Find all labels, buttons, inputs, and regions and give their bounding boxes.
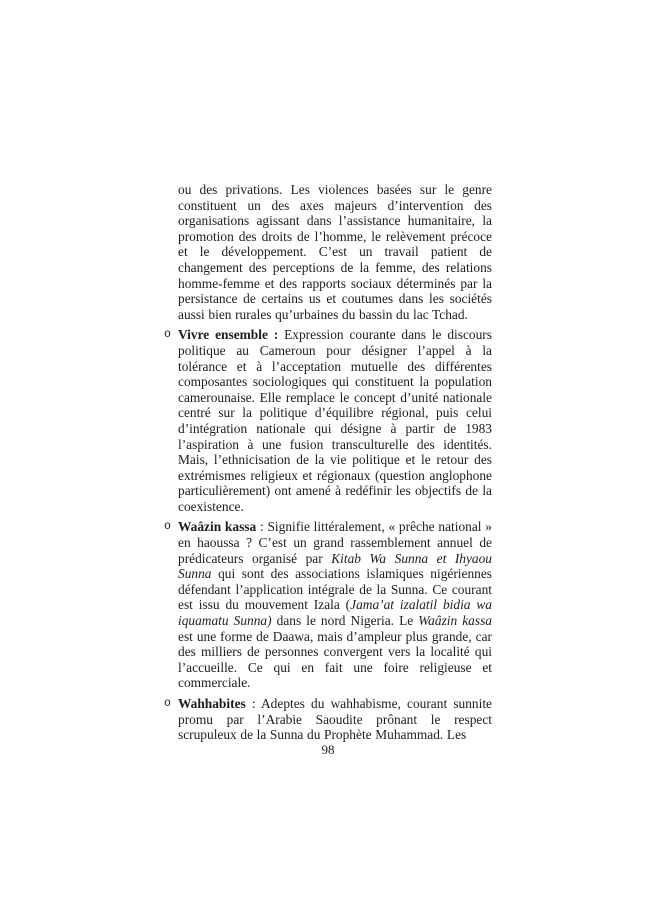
paragraph-text [178, 696, 492, 743]
bullet-o-icon: o [164, 328, 171, 342]
text-segment-bold: Waâzin kassa [178, 519, 257, 535]
bullet-o-icon: o [164, 697, 171, 710]
text-segment-bold: Wahhabites [178, 696, 246, 711]
glossary-entry-vivre-ensemble [164, 327, 492, 514]
text-segment-normal: : Signifie littéralement, « prêche national » en haoussa ? C’est un grand rassemblement annuel de prédicateurs organisé par [178, 519, 493, 566]
paragraph-text [178, 519, 492, 691]
text-segment-normal: dans le nord Nigeria. Le [271, 613, 419, 629]
text-segment-italic: Waâzin kassa [418, 613, 492, 629]
page-text-block [164, 182, 492, 748]
text-segment-italic: Jama’at izalatil bidia wa iquamatu Sunna) [178, 597, 492, 629]
text-segment-normal: qui sont des associations islamiques nigériennes défendant l’application intégrale de la Sunna. Ce courant est issu du mouvement Izala ( [178, 566, 492, 613]
glossary-entry-waazin-kassa [164, 519, 492, 691]
text-segment-normal: Expression courante dans le discours politique au Cameroun pour désigner l’appel à la tolérance et à l’acceptation mutuelle des différentes composantes sociologiques qui constituent la population camerounaise. Elle remplace le concept d’unité nationale centré sur la politique d’équilibre régional, puis celui d’intégration nationale qui désigne à partir de 1983 l’aspiration à une fusion transculturelle des identités. Mais, l’ethnicisation de la vie politique et le retour des extrémismes religieux et régionaux (question anglophone particulièrement) ont amené à redéfinir les objectifs de la coexistence. [178, 327, 492, 514]
bullet-o-icon: o [164, 520, 171, 534]
text-segment-bold: Vivre ensemble : [178, 327, 279, 343]
paragraph-continuation [178, 182, 492, 322]
paragraph-text [178, 327, 492, 514]
paragraph-text [178, 182, 492, 322]
text-segment-normal: : Adeptes du wahhabisme, courant sunnite promu par l’Arabie Saoudite prônant le respect scrupuleux de la Sunna du Prophète Muhammad. Les [178, 696, 492, 743]
page-number: 98 [321, 742, 335, 757]
text-segment-italic: Kitab Wa Sunna et Ihyaou Sunna [178, 550, 493, 582]
text-segment-normal: ou des privations. Les violences basées sur le genre constituent un des axes majeurs d’intervention des organisations agissant dans l’assistance humanitaire, la promotion des droits de l’homme, le relèvement précoce et le développement. C’est un travail patient de changement des perceptions de la femme, des relations homme-femme et des rapports sociaux déterminés par la persistance de certains us et coutumes dans les sociétés aussi bien rurales qu’urbaines du bassin du lac Tchad. [178, 182, 492, 322]
glossary-entry-wahhabites [164, 696, 492, 743]
text-segment-normal: est une forme de Daawa, mais d’ampleur plus grande, car des milliers de personnes convergent vers la localité qui l’accueille. Ce qui en fait une foire religieuse et commerciale. [178, 628, 492, 691]
